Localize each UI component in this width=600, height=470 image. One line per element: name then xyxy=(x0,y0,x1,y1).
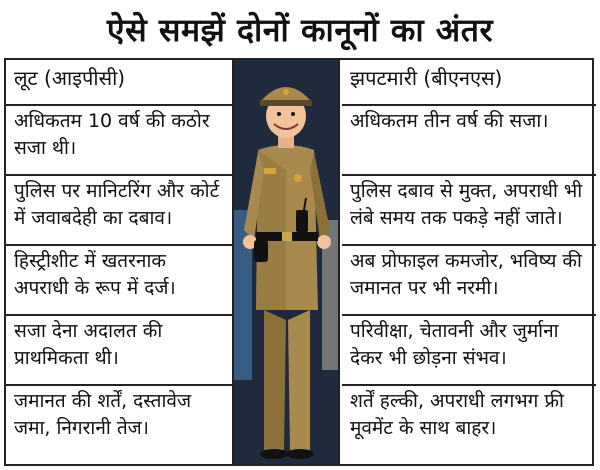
right-column-header: झपटमारी (बीएनएस) xyxy=(342,60,596,106)
left-column-header: लूट (आइपीसी) xyxy=(6,60,234,106)
left-row-2: पुलिस पर मानिटरिंग और कोर्ट में जवाबदेही का दबाव। xyxy=(6,176,234,246)
left-row-1: अधिकतम 10 वर्ष की कठोर सजा थी। xyxy=(6,106,234,176)
left-row-3: हिस्ट्रीशीट में खतरनाक अपराधी के रूप में दर्ज। xyxy=(6,246,234,316)
right-row-4: परिवीक्षा, चेतावनी और जुर्माना देकर भी छोड़ना संभव। xyxy=(342,316,596,386)
left-row-4: सजा देना अदालत की प्राथमिकता थी। xyxy=(6,316,234,386)
police-officer-icon xyxy=(234,60,338,464)
page-title: ऐसे समझें दोनों कानूनों का अंतर xyxy=(106,10,494,49)
left-row-5: जमानत की शर्तें, दस्तावेज जमा, निगरानी तेज। xyxy=(14,390,192,439)
right-row-5: शर्तें हल्की, अपराधी लगभग फ्री मूवमेंट के साथ बाहर। xyxy=(350,390,564,439)
right-row-1: अधिकतम तीन वर्ष की सजा। xyxy=(342,106,596,176)
right-row-2: पुलिस दबाव से मुक्त, अपराधी भी लंबे समय तक पकड़े नहीं जाते। xyxy=(342,176,596,246)
right-row-3: अब प्रोफाइल कमजोर, भविष्य की जमानत पर भी नरमी। xyxy=(342,246,596,316)
police-officer-illustration xyxy=(232,60,340,464)
